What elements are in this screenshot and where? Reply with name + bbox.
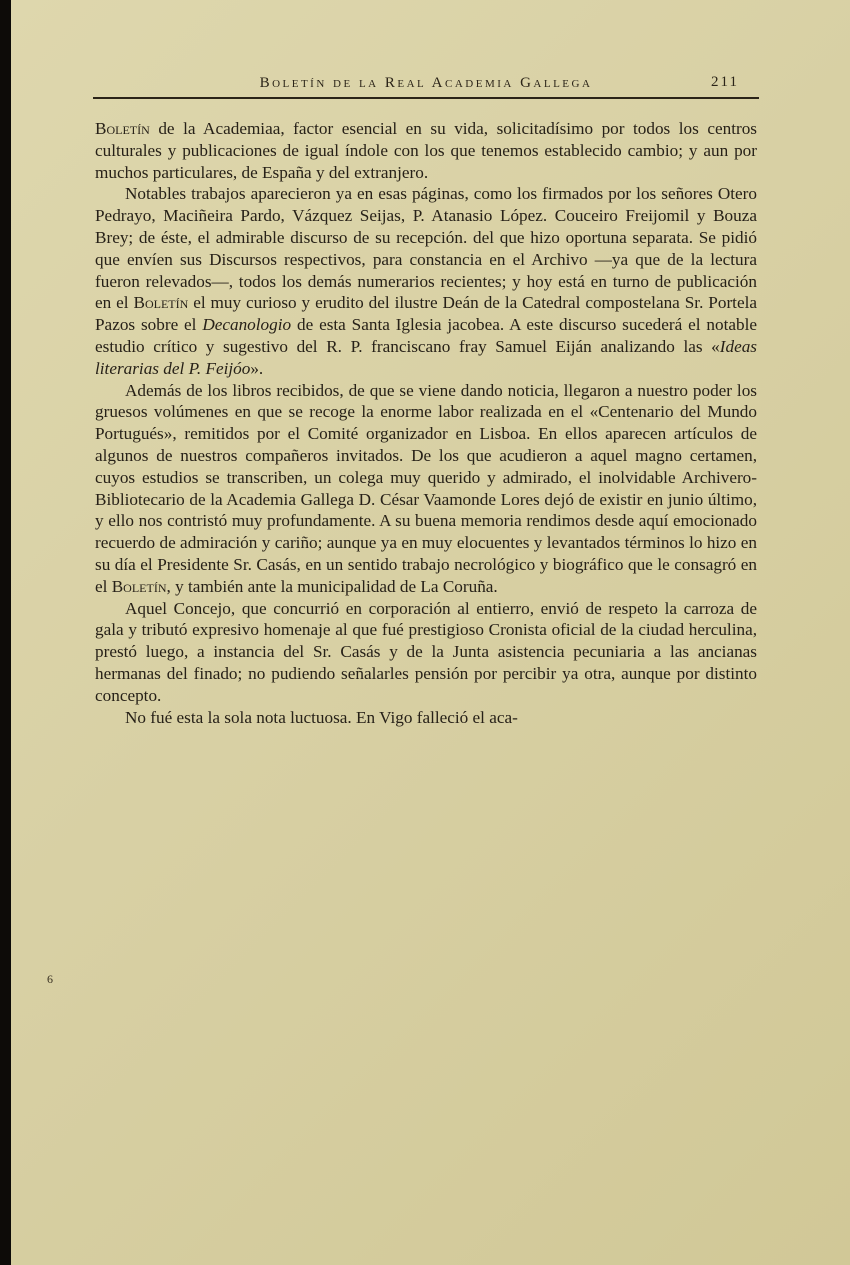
italic-text: Decanologio [202,315,292,335]
text-run: de esta Santa Iglesia jacobea. A este discurso sucederá el notable estudio crítico y sugestivo del R. P. franciscano fray Samuel Eiján analizando las « [95,315,757,356]
text-run: Notables trabajos aparecieron ya en esas páginas, como los firmados por los señores Otero Pedrayo, Maciñeira Pardo, Vázquez Seijas, P. Atanasio López. Couceiro Freijomil y Bouza Brey; de éste, el admirable discurso de su recepción. del que hizo oportuna separata. Se pidió que envíen sus Discursos respectivos, para constancia en el Archivo —ya que de la lectura fueron relevados—, todos los demás numerarios recientes; y hoy está en turno de publicación en el [95,184,757,313]
paragraph-5 [95,707,757,729]
page-header [95,74,757,92]
paragraph-4 [95,598,757,707]
smallcaps-text: Boletín [95,119,150,138]
text-run: , y también ante la municipalidad de La Coruña. [166,576,498,596]
page-paper [11,0,850,1265]
running-title: Boletín de la Real Academia Gallega [259,75,593,91]
text-run: de la Academiaa, factor esencial en su vida, solicitadísimo por todos los centros culturales y publicaciones de igual índole con los que tenemos establecido cambio; y aun por muchos particulares, de España y del extranjero. [95,119,757,182]
page-number: 211 [711,74,739,90]
paragraph-1 [95,118,757,183]
italic-text: Ideas literarias del P. Feijóo [95,336,757,378]
paragraph-3 [95,380,757,598]
text-run: Aquel Concejo, que concurrió en corporación al entierro, envió de respeto la carroza de gala y tributó expresivo homenaje al que fué prestigioso Cronista oficial de la ciudad herculina, prestó luego, a instancia del Sr. Casás y de la Junta asistencia pecuniaria a las ancianas hermanas del finado; no pudiendo señalarles pensión por percibir ya otra, aunque por distinto concepto. [95,598,757,705]
header-rule [93,97,759,99]
body-text [95,118,757,728]
text-run: Además de los libros recibidos, de que se viene dando noticia, llegaron a nuestro poder los gruesos volúmenes en que se recoge la enorme labor realizada en el «Centenario del Mundo Portugués», remitidos por el Comité organizador en Lisboa. En ellos aparecen artículos de algunos de nuestros compañeros invitados. De los que acudieron a aquel magno certamen, cuyos estudios se transcriben, un colega muy querido y admirado, el inolvidable Archivero-Bibliotecario de la Academia Gallega D. César Vaamonde Lores dejó de existir en junio último, y ello nos contristó muy profundamente. A su buena memoria rendimos desde aquí emocionado recuerdo de admiración y cariño; aunque ya en muy elocuentes y levantados términos lo hizo en su día el Presidente Sr. Casás, en un sentido trabajo necrológico y biográfico que le consagró en el [95,380,757,596]
smallcaps-text: Boletín [133,293,189,313]
text-run: ». [250,358,264,378]
margin-mark: 6 [47,972,53,986]
scan-edge-left [0,0,11,1265]
smallcaps-text: Boletín [111,576,167,596]
text-run: No fué esta la sola nota luctuosa. En Vigo falleció el aca- [125,707,518,727]
paragraph-2 [95,183,757,379]
text-run: el muy curioso y erudito del ilustre Deán de la Catedral compostelana Sr. Portela Pazos sobre el [95,293,757,335]
